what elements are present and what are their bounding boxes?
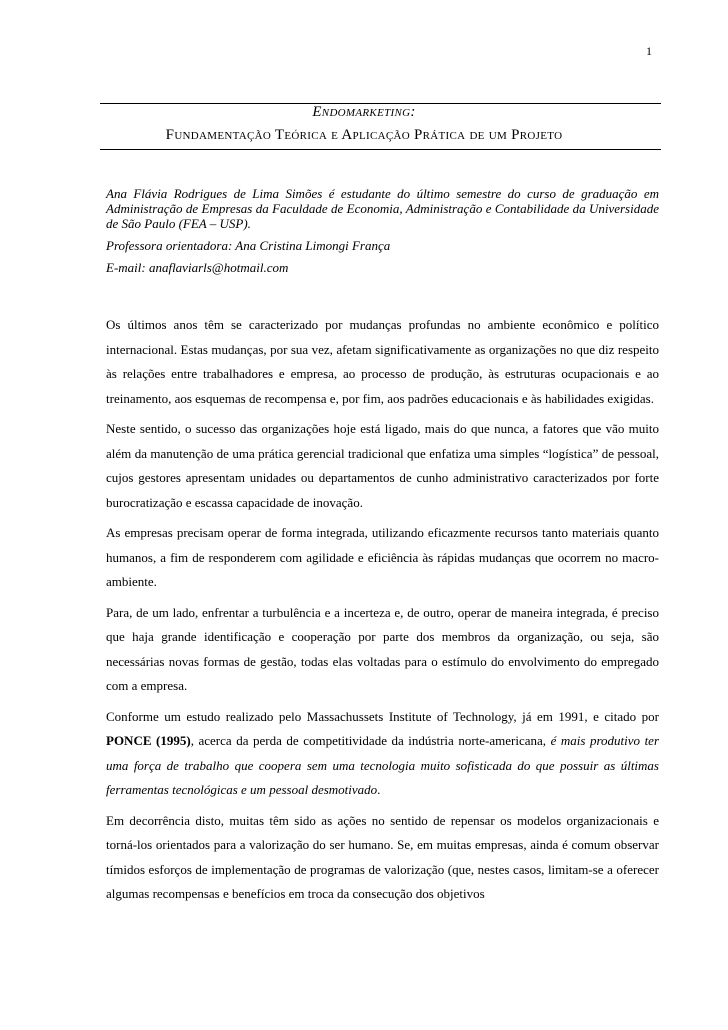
- author-block: [106, 186, 659, 282]
- paragraph-4: Para, de um lado, enfrentar a turbulência e a incerteza e, de outro, operar de maneira integrada, é preciso que haja grande identificação e cooperação por parte dos membros da organização, ou seja, são necessárias novas formas de gestão, todas elas voltadas para o estímulo do envolvimento do empregado com a empresa.: [106, 604, 659, 693]
- author-bio: Ana Flávia Rodrigues de Lima Simões é estudante do último semestre do curso de graduação em Administração de Empresas da Faculdade de Economia, Administração e Contabilidade da Universidade de São Paulo (FEA – USP).: [106, 186, 659, 231]
- body-text: [106, 313, 659, 913]
- title-line-2: Fundamentação Teórica e Aplicação Prática de um Projeto: [165, 127, 563, 143]
- p5-quote: é mais produtivo ter uma força de trabalho que coopera sem uma tecnologia muito sofisticada do que possuir as últimas ferramentas tecnológicas e um pessoal desmotivado: [106, 733, 660, 797]
- p5-end: .: [377, 782, 381, 797]
- p5-start: Conforme um estudo realizado pelo Massachussets Institute of Technology, já em 1991, e citado por: [106, 708, 659, 724]
- paragraph-2: Neste sentido, o sucesso das organizações hoje está ligado, mais do que nunca, a fatores que vão muito além da manutenção de uma prática gerencial tradicional que enfatiza uma simples “logística” de pessoal, cujos gestores apresentam unidades ou departamentos de cunho administrativo caracterizados por forte burocratização e escassa capacidade de inovação.: [106, 421, 659, 510]
- p5-middle: , acerca da perda de competitividade da indústria norte-americana,: [190, 733, 551, 748]
- paragraph-5: [106, 705, 659, 803]
- title-line-1: Endomarketing:: [312, 104, 416, 120]
- advisor-line: Professora orientadora: Ana Cristina Limongi França: [106, 238, 391, 253]
- paragraph-1: Os últimos anos têm se caracterizado por mudanças profundas no ambiente econômico e político internacional. Estas mudanças, por sua vez, afetam significativamente as organizações no que diz respeito às relações entre trabalhadores e empresa, ao processo de produção, às estruturas ocupacionais e ao treinamento, aos esquemas de recompensa e, por fim, aos padrões educacionais e às habilidades exigidas.: [106, 317, 659, 406]
- email-line: E-mail: anaflaviarls@hotmail.com: [106, 260, 289, 275]
- paragraph-3: As empresas precisam operar de forma integrada, utilizando eficazmente recursos tanto materiais quanto humanos, a fim de responderem com agilidade e eficiência às rápidas mudanças que ocorrem no macro-ambiente.: [106, 525, 659, 589]
- paragraph-6: Em decorrência disto, muitas têm sido as ações no sentido de repensar os modelos organizacionais e torná-los orientados para a valorização do ser humano. Se, em muitas empresas, ainda é comum observar tímidos esforços de implementação de programas de valorização (que, nestes casos, limitam-se a oferecer algumas recompensas e benefícios em troca da consecução dos objetivos: [106, 812, 659, 901]
- citation-ponce: PONCE (1995): [106, 733, 191, 748]
- page-number: 1: [646, 44, 652, 58]
